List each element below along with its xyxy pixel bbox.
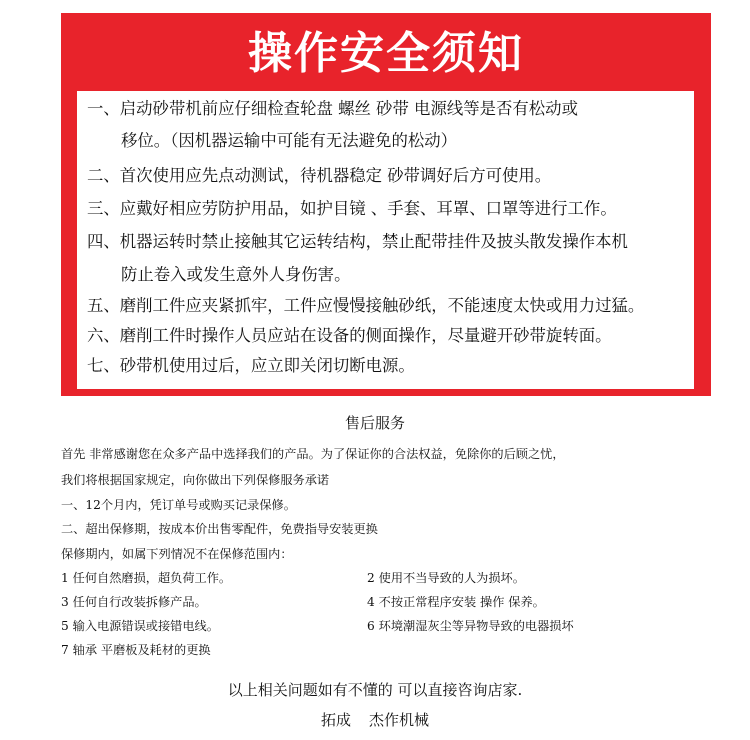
safety-rule-1: 一、启动砂带机前应仔细检查轮盘 螺丝 砂带 电源线等是否有松动或	[87, 99, 578, 118]
after-sales-title: 售后服务	[344, 414, 405, 432]
safety-rule-4: 四、机器运转时禁止接触其它运转结构，禁止配带挂件及披头散发操作本机	[87, 232, 628, 251]
safety-rule-1-continued: 移位。（因机器运输中可能有无法避免的松动）	[121, 131, 458, 150]
exclusion-item: 4 不按正常程序安装 操作 保养。	[367, 595, 545, 609]
brand-name-1: 拓成	[320, 711, 351, 729]
safety-rule-7: 七、砂带机使用过后，应立即关闭切断电源。	[87, 356, 415, 375]
service-intro-line-1: 首先 非常感谢您在众多产品中选择我们的产品。为了保证你的合法权益，免除你的后顾之忧，	[61, 447, 565, 461]
safety-notice-sign	[61, 13, 711, 396]
warranty-item-1: 一、12个月内，凭订单号或购买记录保修。	[61, 498, 296, 512]
safety-rule-2: 二、首次使用应先点动测试，待机器稳定 砂带调好后方可使用。	[87, 166, 552, 185]
exclusion-item: 6 环境潮湿灰尘等异物导致的电器损坏	[367, 619, 574, 633]
exclusion-item: 3 任何自行改装拆修产品。	[61, 595, 207, 609]
safety-rule-5: 五、磨削工件应夹紧抓牢，工件应慢慢接触砂纸，不能速度太快或用力过猛。	[87, 296, 645, 315]
safety-notice-title: 操作安全须知	[248, 28, 524, 79]
exclusion-item: 7 轴承 平磨板及耗材的更换	[61, 643, 211, 657]
exclusions-heading: 保修期内，如属下列情况不在保修范围内：	[61, 547, 293, 561]
brand-name-2: 杰作机械	[369, 711, 430, 729]
safety-rule-3: 三、应戴好相应劳防护用品，如护目镜 、手套、耳罩、口罩等进行工作。	[87, 199, 617, 218]
warranty-item-2: 二、超出保修期，按成本价出售零配件，免费指导安装更换	[61, 522, 378, 536]
contact-note: 以上相关问题如有不懂的 可以直接咨询店家.	[227, 681, 523, 699]
service-intro-line-2: 我们将根据国家规定，向你做出下列保修服务承诺	[61, 473, 330, 487]
exclusion-item: 2 使用不当导致的人为损坏。	[367, 571, 525, 585]
exclusion-item: 5 输入电源错误或接错电线。	[61, 619, 219, 633]
safety-rule-4-continued: 防止卷入或发生意外人身伤害。	[121, 265, 351, 284]
brand-signature	[0, 710, 750, 730]
safety-rule-6: 六、磨削工件时操作人员应站在设备的侧面操作，尽量避开砂带旋转面。	[87, 326, 612, 345]
exclusion-item: 1 任何自然磨损，超负荷工作。	[61, 571, 232, 585]
safety-rules-panel	[77, 91, 694, 389]
